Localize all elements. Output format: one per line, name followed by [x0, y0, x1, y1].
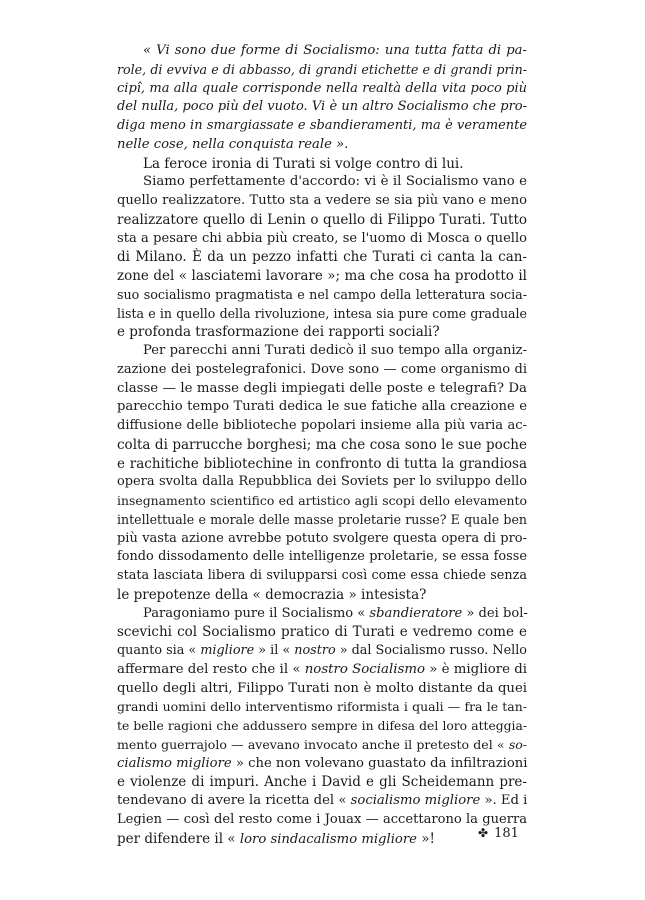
text-line [117, 755, 527, 774]
ornament-icon: ✤ [478, 826, 489, 840]
text-run: ». Ed i [480, 793, 528, 808]
text-line: quello degli altri, Filippo Turati non è molto distante da quei [117, 680, 527, 696]
text-line [117, 830, 527, 849]
quote-line: diga meno in smargiassate e sbandieramenti, ma è veramente [117, 118, 527, 133]
text-line: e violenze di impuri. Anche i David e gli Scheidemann pre- [117, 774, 527, 791]
text-line: di Milano. È da un pezzo infatti che Turati ci canta la can- [117, 249, 527, 266]
text-line: le prepotenze della « democrazia » intesista? [117, 586, 427, 603]
text-line: Legien — così del resto come i Jouax — accettarono la guerra [117, 811, 527, 827]
italic-run: migliore [200, 643, 255, 658]
text-run: » è migliore di [425, 661, 528, 677]
text-line: diffusione delle biblioteche popolari insieme alla più varia ac- [117, 418, 527, 433]
text-run: » che non volevano guastato da infiltrazioni [231, 755, 528, 771]
paragraph-irony [117, 155, 527, 174]
italic-run: so- [508, 736, 527, 752]
text-line: e profonda trasformazione dei rapporti sociali? [117, 324, 440, 341]
text-line: realizzatore quello di Lenin o quello di Filippo Turati. Tutto [117, 211, 527, 228]
text-line [117, 661, 527, 680]
paragraph-comparison [117, 605, 527, 849]
book-page [117, 42, 527, 848]
text-line: Siamo perfettamente d'accordo: vi è il Socialismo vano e [143, 174, 527, 190]
text-line: stata lasciata libera di svilupparsi così come essa chiede senza [117, 568, 527, 583]
text-run: per difendere il « [117, 830, 240, 847]
text-line: grandi uomini dello interventismo riformista i quali — fra le tan- [117, 699, 527, 715]
opening-quote [117, 42, 527, 155]
text-line: Per parecchi anni Turati dedicò il suo tempo alla organiz- [143, 343, 527, 358]
italic-run: nostro Socialismo [304, 661, 426, 677]
paragraph-agreement [117, 173, 527, 342]
text-line: sta a pesare chi abbia più creato, se l'uomo di Mosca o quello [117, 230, 527, 246]
text-line: te belle ragioni che addussero sempre in difesa del loro atteggia- [117, 719, 527, 733]
quote-line: cipî, ma alla quale corrisponde nella realtà della vita poco più [117, 80, 527, 96]
text-line: lista e in quello della rivoluzione, intesa sia pure come graduale [117, 305, 527, 321]
text-line: suo socialismo pragmatista e nel campo della letteratura socia- [117, 286, 527, 302]
italic-run: sbandieratore [369, 605, 463, 621]
text-run: » il « [254, 643, 295, 658]
text-line: quello realizzatore. Tutto sta a vedere se sia più vano e meno [117, 193, 527, 208]
text-line: zazione dei postelegrafonici. Dove sono — come organismo di [117, 361, 527, 377]
text-run: affermare del resto che il « [117, 661, 305, 677]
text-line [117, 642, 527, 661]
text-run: » dei bol- [462, 605, 528, 621]
quote-line: del nulla, poco più del vuoto. Vi è un altro Socialismo che pro- [117, 99, 527, 115]
text-line: scevichi col Socialismo pratico di Turati e vedremo come e [117, 624, 527, 641]
page-number: 181 [494, 826, 519, 841]
quote-line: role, di evviva e di abbasso, di grandi etichette e di grandi prin- [117, 61, 527, 77]
italic-run: cialismo migliore [117, 755, 232, 771]
text-line: zone del « lasciatemi lavorare »; ma che cosa ha prodotto il [117, 268, 527, 284]
text-line [117, 792, 527, 811]
text-run: quanto sia « [117, 643, 201, 658]
text-run: tendevano di avere la ricetta del « [117, 793, 351, 808]
text-line: opera svolta dalla Repubblica dei Soviets per lo sviluppo dello [117, 474, 527, 490]
text-run: mento guerrajolo — avevano invocato anche il pretesto del « [117, 736, 509, 752]
text-line [117, 736, 527, 755]
text-run: » dal Socialismo russo. Nello [335, 643, 527, 658]
text-line: e rachitiche bibliotechine in confronto di tutta la grandiosa [117, 455, 527, 472]
text-line: colta di parrucche borghesi; ma che cosa sono le sue poche [117, 436, 527, 453]
quote-line: nelle cose, nella conquista reale ». [117, 136, 349, 152]
italic-run: loro sindacalismo migliore [239, 831, 417, 847]
paragraph-postelegrafonici [117, 342, 527, 605]
quote-line: « Vi sono due forme di Socialismo: una tutta fatta di pa- [143, 43, 527, 58]
text-line: fondo dissodamento delle intelligenze proletarie, se essa fosse [117, 549, 527, 565]
text-line: insegnamento scientifico ed artistico agli scopi dello elevamento [117, 493, 527, 508]
page-footer [478, 826, 519, 841]
text-line: parecchio tempo Turati dedica le sue fatiche alla creazione e [117, 399, 527, 415]
text-line [117, 605, 527, 624]
text-line: intellettuale e morale delle masse proletarie russe? E quale ben [117, 511, 527, 527]
italic-run: socialismo migliore [350, 793, 481, 808]
text-line: più vasta azione avrebbe potuto svolgere questa opera di pro- [117, 530, 527, 546]
text-run: Paragoniamo pure il Socialismo « [143, 605, 370, 621]
text-run: »! [416, 830, 435, 847]
italic-run: nostro [294, 643, 336, 658]
text-line: La feroce ironia di Turati si volge contro di lui. [143, 155, 464, 172]
text-line: classe — le masse degli impiegati delle poste e telegrafi? Da [117, 380, 527, 396]
